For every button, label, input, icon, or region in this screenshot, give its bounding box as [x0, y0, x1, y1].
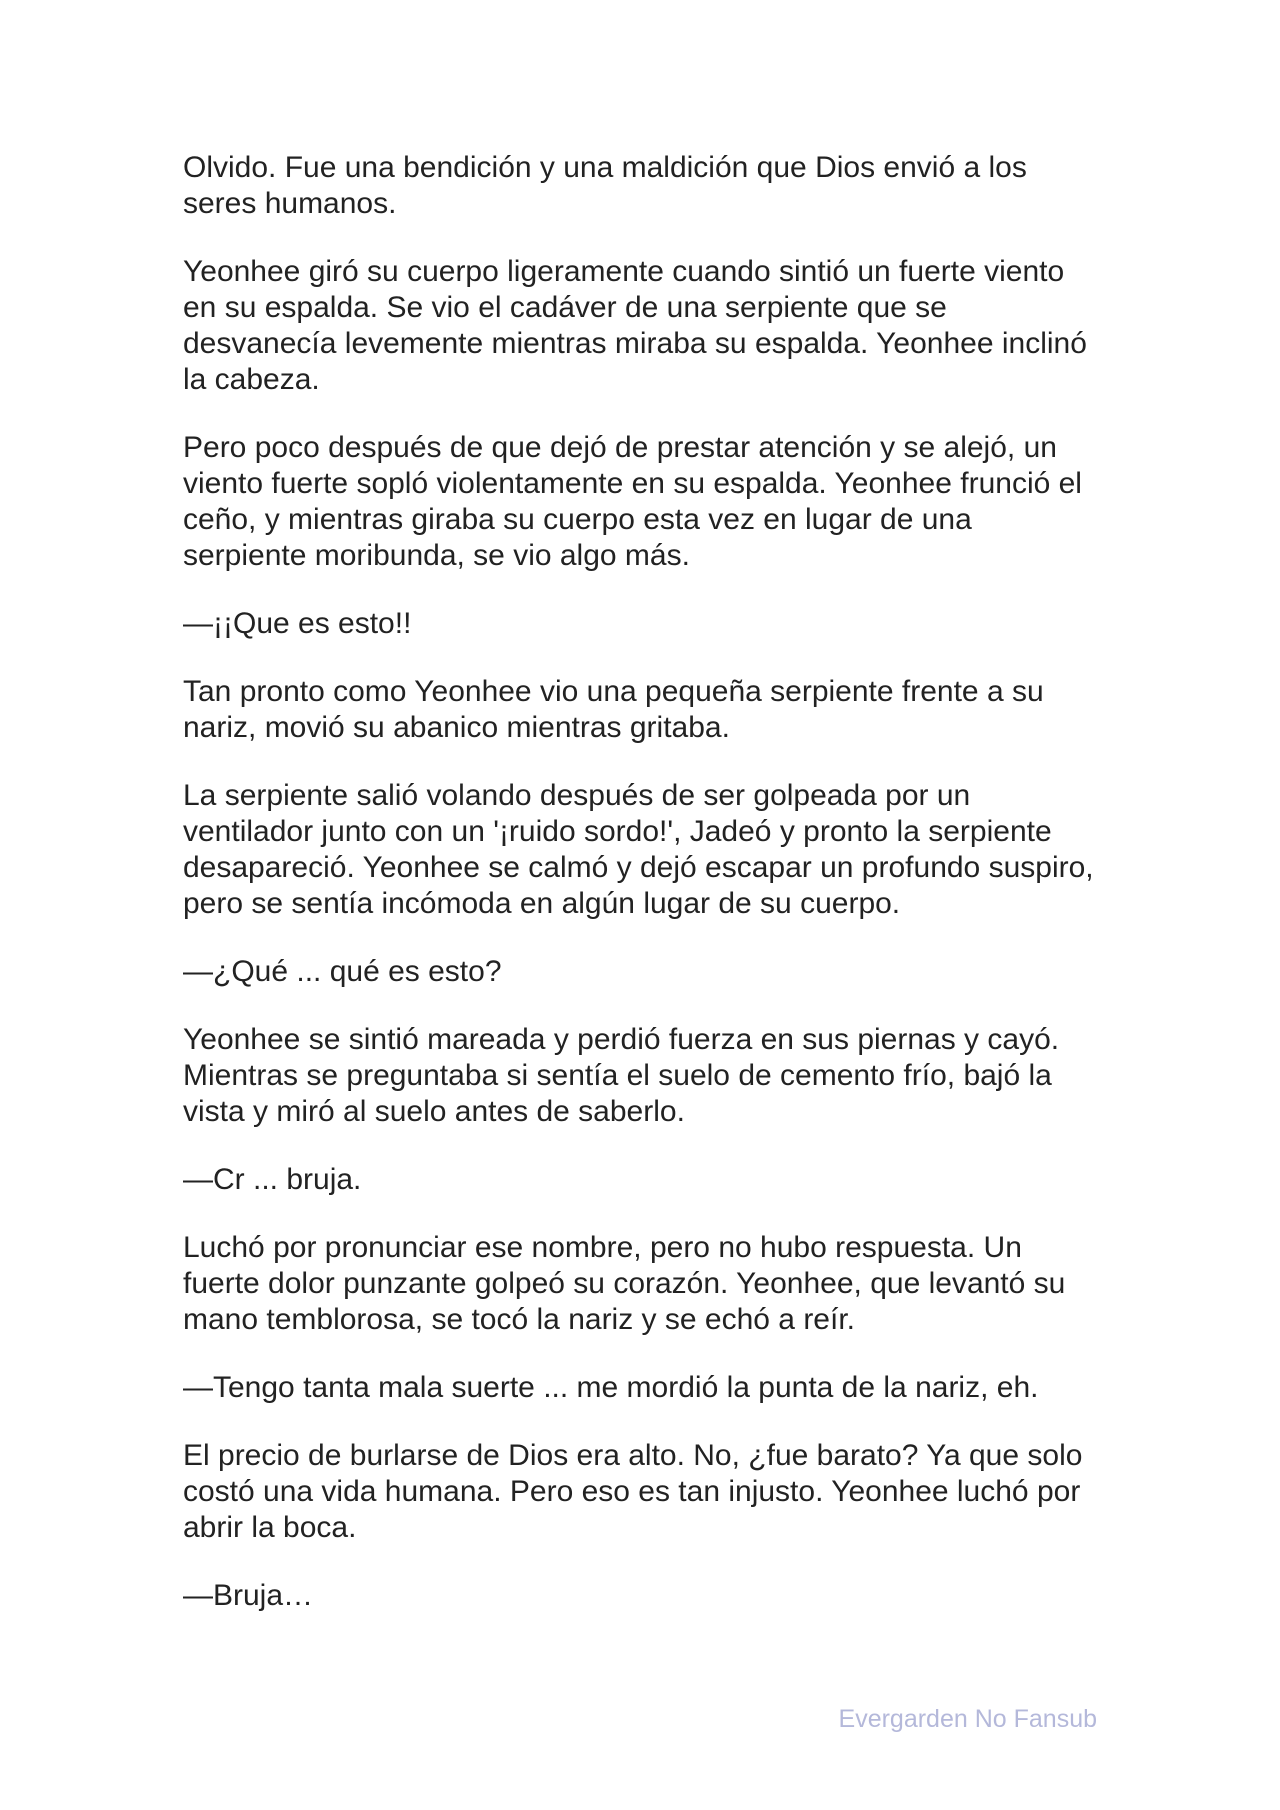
- paragraph-3: Pero poco después de que dejó de prestar atención y se alejó, un viento fuerte sopló violentamente en su espalda. Yeonhee frunció el ceño, y mientras giraba su cuerpo esta vez en lugar de una serpiente moribunda, se vio algo más.: [183, 431, 1082, 572]
- watermark-text: Evergarden No Fansub: [838, 1705, 1097, 1733]
- document-body: [183, 150, 1103, 1646]
- paragraph-8: Yeonhee se sintió mareada y perdió fuerza en sus piernas y cayó. Mientras se preguntaba si sentía el suelo de cemento frío, bajó la vista y miró al suelo antes de saberlo.: [183, 1023, 1060, 1128]
- paragraph-1: Olvido. Fue una bendición y una maldición que Dios envió a los seres humanos.: [183, 151, 1027, 220]
- paragraph-13: —Bruja…: [183, 1579, 314, 1612]
- paragraph-12: El precio de burlarse de Dios era alto. No, ¿fue barato? Ya que solo costó una vida humana. Pero eso es tan injusto. Yeonhee luchó por abrir la boca.: [183, 1439, 1083, 1544]
- paragraph-10: Luchó por pronunciar ese nombre, pero no hubo respuesta. Un fuerte dolor punzante golpeó su corazón. Yeonhee, que levantó su mano temblorosa, se tocó la nariz y se echó a reír.: [183, 1231, 1066, 1336]
- paragraph-5: Tan pronto como Yeonhee vio una pequeña serpiente frente a su nariz, movió su abanico mientras gritaba.: [183, 675, 1044, 744]
- paragraph-6: La serpiente salió volando después de ser golpeada por un ventilador junto con un '¡ruido sordo!', Jadeó y pronto la serpiente desapareció. Yeonhee se calmó y dejó escapar un profundo suspiro, pero se sentía incómoda en algún lugar de su cuerpo.: [183, 779, 1094, 920]
- paragraph-9: —Cr ... bruja.: [183, 1163, 362, 1196]
- paragraph-4: —¡¡Que es esto!!: [183, 607, 412, 640]
- paragraph-2: Yeonhee giró su cuerpo ligeramente cuando sintió un fuerte viento en su espalda. Se vio el cadáver de una serpiente que se desvanecía levemente mientras miraba su espalda. Yeonhee inclinó la cabeza.: [183, 255, 1087, 396]
- paragraph-11: —Tengo tanta mala suerte ... me mordió la punta de la nariz, eh.: [183, 1371, 1039, 1404]
- paragraph-7: —¿Qué ... qué es esto?: [183, 955, 502, 988]
